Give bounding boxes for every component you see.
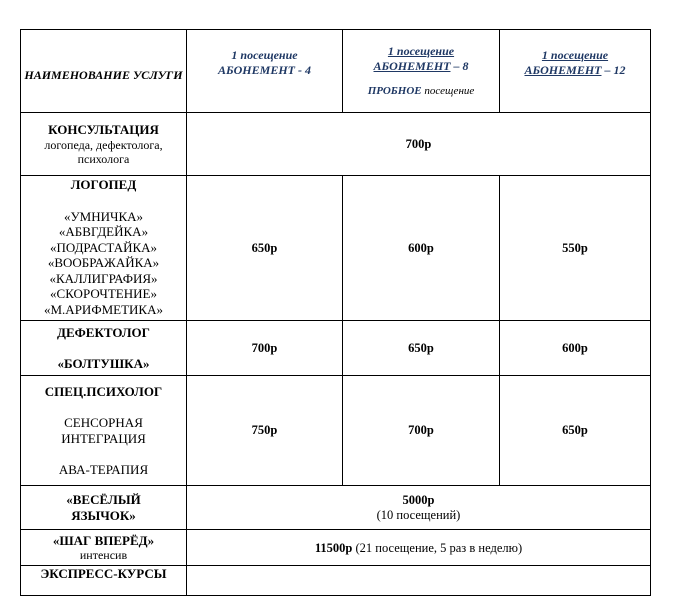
trial-visit-label: ПРОБНОЕ посещение bbox=[367, 84, 475, 97]
service-psychologist: СПЕЦ.ПСИХОЛОГ СЕНСОРНАЯ ИНТЕГРАЦИЯ АВА-ТЕРАПИЯ bbox=[21, 376, 187, 486]
price-express bbox=[187, 566, 651, 596]
header-subscription-4: 1 посещение АБОНЕМЕНТ - 4 bbox=[187, 30, 343, 113]
service-logoped: ЛОГОПЕД «УМНИЧКА» «АБВГДЕЙКА» «ПОДРАСТАЙКА» «ВООБРАЖАЙКА» «КАЛЛИГРАФИЯ» «СКОРОЧТЕНИЕ» «М.АРИФМЕТИКА» bbox=[21, 176, 187, 321]
table-row-psychologist bbox=[21, 376, 651, 486]
table-row-veselyi bbox=[21, 486, 651, 530]
service-consultation: КОНСУЛЬТАЦИЯ логопеда, дефектолога, психолога bbox=[21, 113, 187, 176]
price-table bbox=[20, 29, 651, 596]
price-veselyi: 5000р (10 посещений) bbox=[187, 486, 651, 530]
price-consultation: 700р bbox=[187, 113, 651, 176]
service-shag: «ШАГ ВПЕРЁД» интенсив bbox=[21, 530, 187, 566]
price-defectolog-8: 650р bbox=[343, 321, 500, 376]
price-psychologist-8: 700р bbox=[343, 376, 500, 486]
service-express: ЭКСПРЕСС-КУРСЫ bbox=[21, 566, 187, 596]
service-veselyi: «ВЕСЁЛЫЙ ЯЗЫЧОК» bbox=[21, 486, 187, 530]
price-psychologist-12: 650р bbox=[500, 376, 651, 486]
price-logoped-8: 600р bbox=[343, 176, 500, 321]
table-row-defectolog bbox=[21, 321, 651, 376]
table-row-express bbox=[21, 566, 651, 596]
price-logoped-4: 650р bbox=[187, 176, 343, 321]
table-row-shag bbox=[21, 530, 651, 566]
service-defectolog: ДЕФЕКТОЛОГ «БОЛТУШКА» bbox=[21, 321, 187, 376]
price-defectolog-12: 600р bbox=[500, 321, 651, 376]
price-logoped-12: 550р bbox=[500, 176, 651, 321]
table-row-logoped bbox=[21, 176, 651, 321]
price-shag: 11500р (21 посещение, 5 раз в неделю) bbox=[187, 530, 651, 566]
price-defectolog-4: 700р bbox=[187, 321, 343, 376]
price-psychologist-4: 750р bbox=[187, 376, 343, 486]
header-row bbox=[21, 30, 651, 113]
header-subscription-8: 1 посещение АБОНЕМЕНТ – 8 ПРОБНОЕ посещение bbox=[343, 30, 500, 113]
header-service-name: НАИМЕНОВАНИЕ УСЛУГИ bbox=[21, 30, 187, 113]
table-row-consultation bbox=[21, 113, 651, 176]
header-subscription-12: 1 посещение АБОНЕМЕНТ – 12 bbox=[500, 30, 651, 113]
